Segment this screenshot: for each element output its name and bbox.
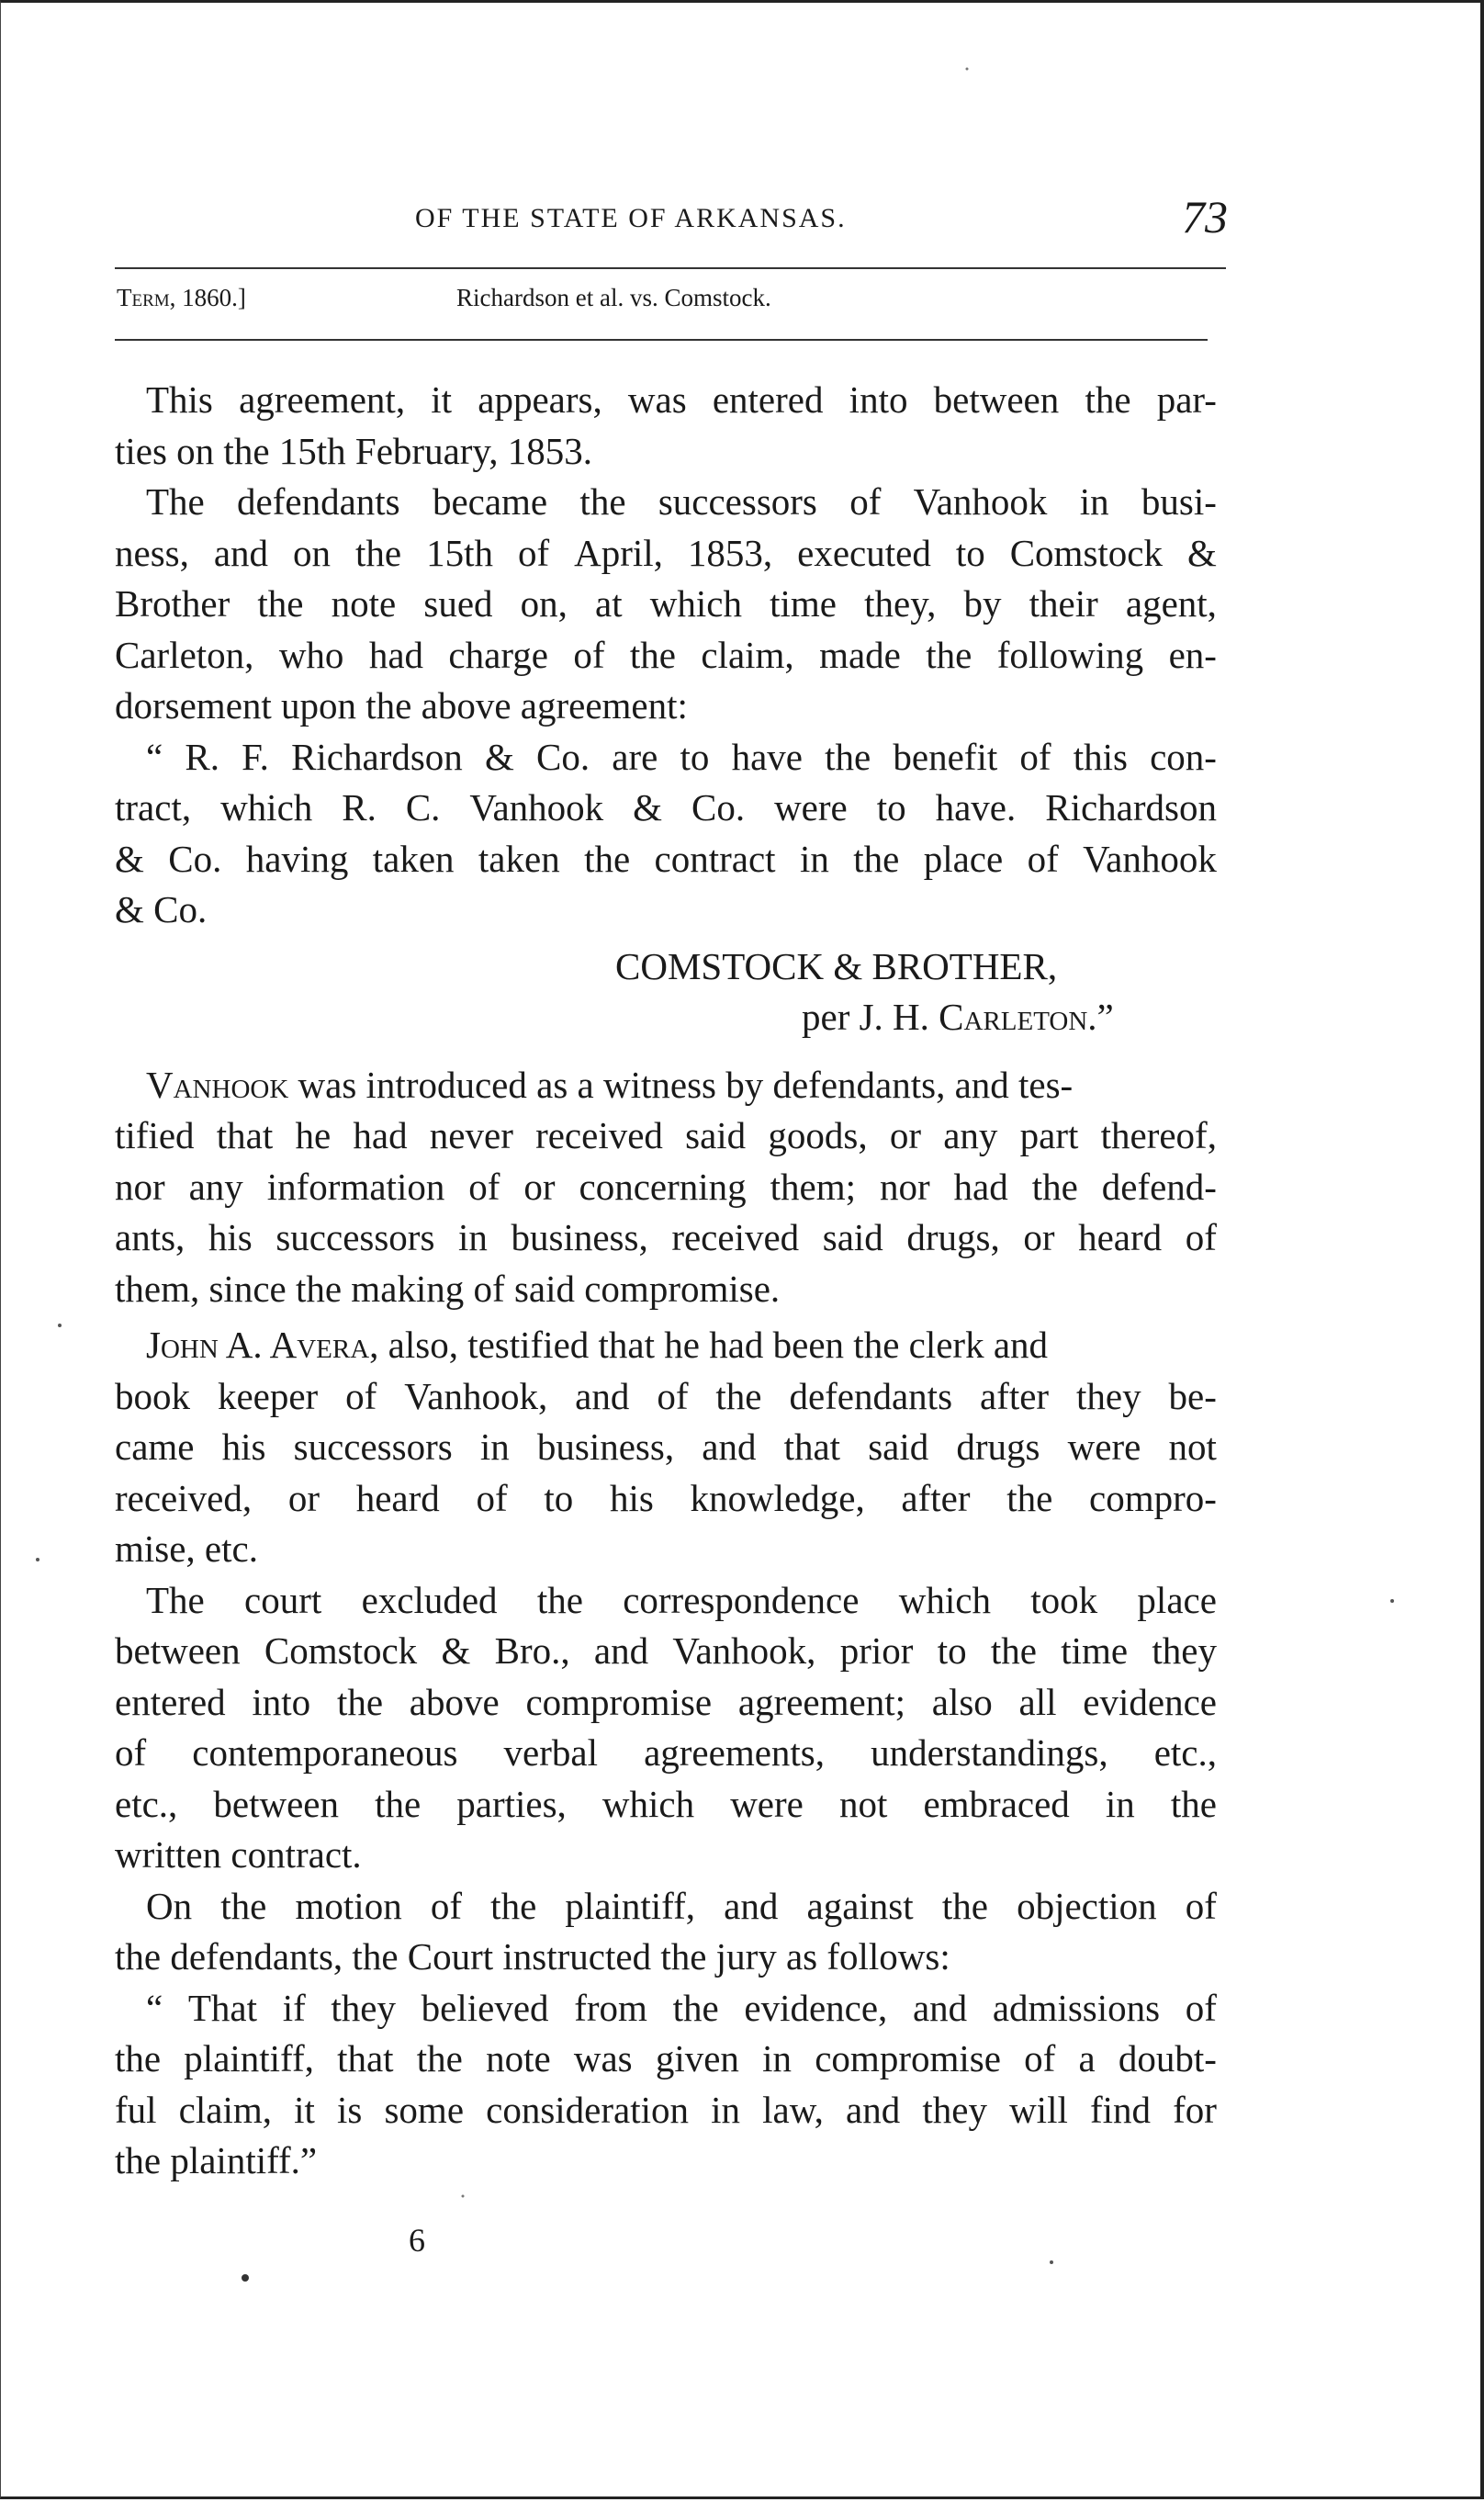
signature-firm: COMSTOCK & BROTHER, (615, 944, 1058, 987)
witness-name: John A. Avera (146, 1324, 370, 1366)
text-line: ants, his successors in business, received said drugs, or heard of (115, 1216, 1217, 1258)
text-line: of contemporaneous verbal agreements, understandings, etc., (115, 1731, 1217, 1774)
text-line: ness, and on the 15th of April, 1853, executed to Comstock & (115, 531, 1217, 574)
subhead-rule (115, 339, 1208, 341)
paragraph (115, 1881, 1217, 1983)
signature-name: Carleton.” (939, 996, 1114, 1038)
speck (58, 1324, 62, 1327)
term-label: Term, 1860.] (117, 284, 246, 311)
speck (242, 2274, 249, 2282)
speck (966, 68, 969, 71)
text-line: them, since the making of said compromise. (115, 1267, 781, 1310)
signature-folio: 6 (409, 2222, 425, 2259)
witness-name: Vanhook (146, 1063, 289, 1106)
running-head (117, 191, 1228, 251)
text-line: The defendants became the successors of Vanhook in busi- (146, 480, 1217, 523)
text-line: received, or heard of to his knowledge, after the compro- (115, 1476, 1217, 1519)
text-line: tified that he had never received said goods, or any part thereof, (115, 1114, 1217, 1156)
text-line: the plaintiff.” (115, 2139, 318, 2181)
body-text (115, 375, 1217, 2187)
text-line: the plaintiff, that the note was given in compromise of a doubt- (115, 2037, 1217, 2079)
text-line: “ R. F. Richardson & Co. are to have the benefit of this con- (146, 735, 1217, 778)
text-line: This agreement, it appears, was entered into between the par- (146, 378, 1217, 421)
text-line: Carleton, who had charge of the claim, made the following en- (115, 633, 1217, 676)
text-line: John A. Avera , also, testified that he had been the clerk and (115, 1320, 1217, 1371)
text-line: & Co. having taken taken the contract in the place of Vanhook (115, 837, 1217, 880)
quoted-instruction (115, 1983, 1217, 2187)
text-line: Brother the note sued on, at which time they, by their agent, (115, 582, 1217, 625)
text-line: On the motion of the plaintiff, and against the objection of (146, 1884, 1217, 1927)
text-line: tract, which R. C. Vanhook & Co. were to have. Richardson (115, 786, 1217, 828)
speck (36, 1558, 39, 1561)
text-line: written contract. (115, 1833, 362, 1876)
text-line: Vanhook was introduced as a witness by defendants, and tes- (115, 1060, 1217, 1111)
signature-agent: per J. H. Carleton.” (802, 996, 1114, 1038)
paragraph (115, 1320, 1217, 1575)
text-line: dorsement upon the above agreement: (115, 684, 688, 727)
text-line: & Co. (115, 888, 208, 930)
quoted-endorsement (115, 732, 1217, 936)
paragraph (115, 1060, 1217, 1315)
text-line: ful claim, it is some consideration in law, and they will find for (115, 2088, 1217, 2131)
text-line: entered into the above compromise agreement; also all evidence (115, 1680, 1217, 1723)
header-rule (115, 267, 1226, 269)
text-line: the defendants, the Court instructed the jury as follows: (115, 1935, 950, 1978)
text-line: mise, etc. (115, 1527, 258, 1570)
speck (1390, 1599, 1394, 1603)
text-line: nor any information of or concerning them; nor had the defend- (115, 1165, 1217, 1208)
text-line: book keeper of Vanhook, and of the defendants after they be- (115, 1374, 1217, 1417)
speck (1050, 2260, 1053, 2264)
text-line: between Comstock & Bro., and Vanhook, prior to the time they (115, 1629, 1217, 1672)
paragraph (115, 477, 1217, 732)
text-line: “ That if they believed from the evidence, and admissions of (146, 1986, 1217, 2029)
speck (462, 2195, 465, 2198)
running-title: OF THE STATE OF ARKANSAS. (415, 203, 847, 233)
case-title: Richardson et al. vs. Comstock. (456, 284, 771, 311)
text-line: etc., between the parties, which were not embraced in the (115, 1782, 1217, 1825)
paragraph (115, 1575, 1217, 1881)
text-line: The court excluded the correspondence which took place (146, 1578, 1217, 1621)
text-line: came his successors in business, and that said drugs were not (115, 1426, 1217, 1468)
page-number: 73 (1182, 191, 1228, 242)
case-subhead (117, 284, 1228, 321)
paragraph (115, 375, 1217, 477)
text-line: ties on the 15th February, 1853. (115, 429, 593, 472)
